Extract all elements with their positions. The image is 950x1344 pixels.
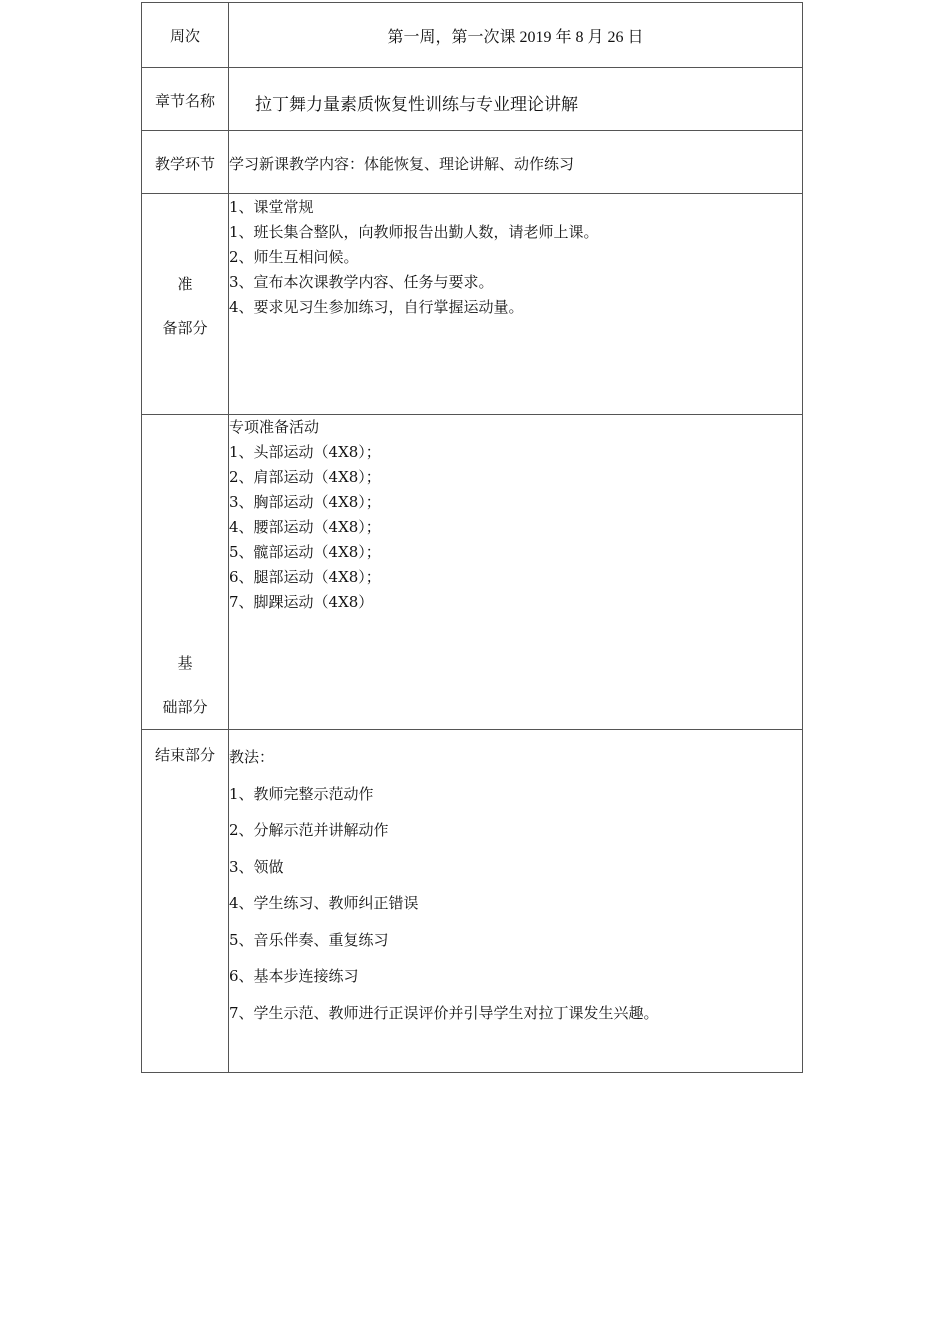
prep-label xyxy=(142,194,228,350)
label-cell-chapter xyxy=(142,68,229,131)
end-label: 结束部分 xyxy=(154,746,215,764)
end-item: 5、音乐伴奏、重复练习 xyxy=(229,930,389,949)
row-end xyxy=(142,730,803,1073)
content-cell-section xyxy=(229,131,803,194)
prep-list xyxy=(229,194,802,320)
row-basic xyxy=(142,415,803,730)
prep-item: 1、班长集合整队，向教师报告出勤人数，请老师上课。 xyxy=(229,223,599,241)
basic-item: 4、腰部运动（4X8）； xyxy=(229,518,381,536)
end-item: 6、基本步连接练习 xyxy=(229,967,359,985)
end-item: 4、学生练习、教师纠正错误 xyxy=(229,894,419,912)
prep-item: 1、课堂常规 xyxy=(229,198,314,216)
basic-list xyxy=(229,415,802,615)
basic-item: 专项准备活动 xyxy=(229,418,320,436)
basic-item: 3、胸部运动（4X8）； xyxy=(229,493,381,511)
basic-item: 7、脚踝运动（4X8） xyxy=(229,593,374,611)
row-prep xyxy=(142,194,803,415)
end-item: 7、学生示范、教师进行正误评价并引导学生对拉丁课发生兴趣。 xyxy=(229,1003,659,1022)
lesson-plan-table xyxy=(141,2,803,1073)
prep-label-line1: 准 xyxy=(177,275,193,293)
basic-item: 5、髋部运动（4X8）； xyxy=(229,543,381,561)
content-cell-prep xyxy=(229,194,803,415)
content-cell-basic xyxy=(229,415,803,730)
chapter-value: 拉丁舞力量素质恢复性训练与专业理论讲解 xyxy=(255,95,578,115)
label-cell-basic xyxy=(142,415,229,730)
label-cell-prep xyxy=(142,194,229,415)
basic-label xyxy=(142,415,228,729)
end-item: 1、教师完整示范动作 xyxy=(229,784,374,803)
section-label: 教学环节 xyxy=(154,155,215,173)
end-item: 3、领做 xyxy=(229,857,284,876)
end-item: 2、分解示范并讲解动作 xyxy=(229,821,389,839)
basic-item: 6、腿部运动（4X8）； xyxy=(229,568,381,586)
end-list xyxy=(229,730,802,1031)
content-cell-end xyxy=(229,730,803,1073)
prep-item: 3、宣布本次课教学内容、任务与要求。 xyxy=(229,273,494,291)
basic-label-line1: 基 xyxy=(177,654,193,672)
content-cell-week xyxy=(229,3,803,68)
prep-label-line2: 备部分 xyxy=(162,319,208,337)
row-week xyxy=(142,3,803,68)
row-section xyxy=(142,131,803,194)
label-cell-week xyxy=(142,3,229,68)
content-cell-chapter xyxy=(229,68,803,131)
chapter-label: 章节名称 xyxy=(154,92,215,110)
prep-item: 4、要求见习生参加练习，自行掌握运动量。 xyxy=(229,298,524,316)
basic-label-line2: 础部分 xyxy=(162,698,208,716)
row-chapter xyxy=(142,68,803,131)
end-item: 教法： xyxy=(229,748,275,766)
section-value: 学习新课教学内容：体能恢复、理论讲解、动作练习 xyxy=(229,155,575,173)
prep-item: 2、师生互相问候。 xyxy=(229,248,359,266)
week-value: 第一周，第一次课 2019 年 8 月 26 日 xyxy=(387,29,644,46)
basic-item: 2、肩部运动（4X8）； xyxy=(229,468,381,486)
basic-item: 1、头部运动（4X8）； xyxy=(229,443,381,461)
week-label: 周次 xyxy=(169,27,200,45)
label-cell-section xyxy=(142,131,229,194)
label-cell-end xyxy=(142,730,229,1073)
